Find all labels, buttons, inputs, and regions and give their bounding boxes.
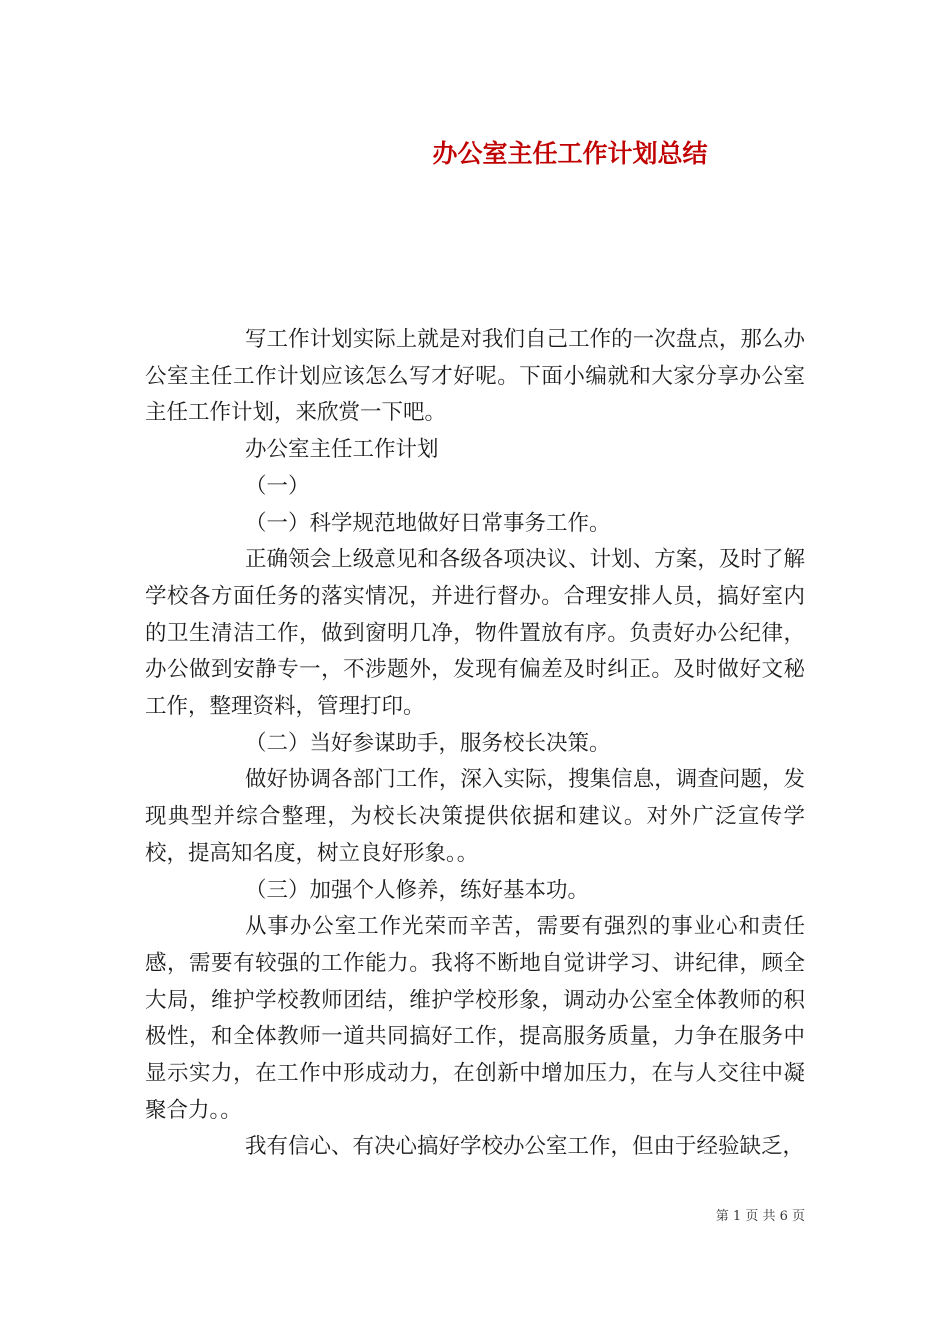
intro-paragraph: 写工作计划实际上就是对我们自己工作的一次盘点，那么办公室主任工作计划应该怎么写才好呢。下面小编就和大家分享办公室主任工作计划，来欣赏一下吧。 — [145, 327, 805, 426]
document-title: 办公室主任工作计划总结 — [432, 139, 708, 168]
section-number: （一） — [245, 473, 310, 499]
paragraph-4: 我有信心、有决心搞好学校办公室工作，但由于经验缺乏， — [245, 1134, 805, 1160]
subheading-3: （三）加强个人修养，练好基本功。 — [245, 877, 590, 903]
subheading-2: （二）当好参谋助手，服务校长决策。 — [245, 730, 611, 756]
paragraph-1: 正确领会上级意见和各级各项决议、计划、方案，及时了解学校各方面任务的落实情况，并进行督办。合理安排人员，搞好室内的卫生清洁工作，做到窗明几净，物件置放有序。负责好办公纪律，办公做到安静专一，不涉题外，发现有偏差及时纠正。及时做好文秘工作，整理资料，管理打印。 — [145, 547, 805, 720]
subheading-1: （一）科学规范地做好日常事务工作。 — [245, 510, 611, 536]
section-heading: 办公室主任工作计划 — [245, 437, 439, 463]
document-body — [145, 322, 805, 1166]
paragraph-2: 做好协调各部门工作，深入实际，搜集信息，调查问题，发现典型并综合整理，为校长决策提供依据和建议。对外广泛宣传学校，提高知名度，树立良好形象。。 — [145, 767, 805, 866]
page-footer: 第 1 页 共 6 页 — [715, 1209, 805, 1224]
paragraph-3: 从事办公室工作光荣而辛苦，需要有强烈的事业心和责任感，需要有较强的工作能力。我将不断地自觉讲学习、讲纪律，顾全大局，维护学校教师团结，维护学校形象，调动办公室全体教师的积极性，和全体教师一道共同搞好工作，提高服务质量，力争在服务中显示实力，在工作中形成动力，在创新中增加压力，在与人交往中凝聚合力。。 — [145, 914, 805, 1123]
